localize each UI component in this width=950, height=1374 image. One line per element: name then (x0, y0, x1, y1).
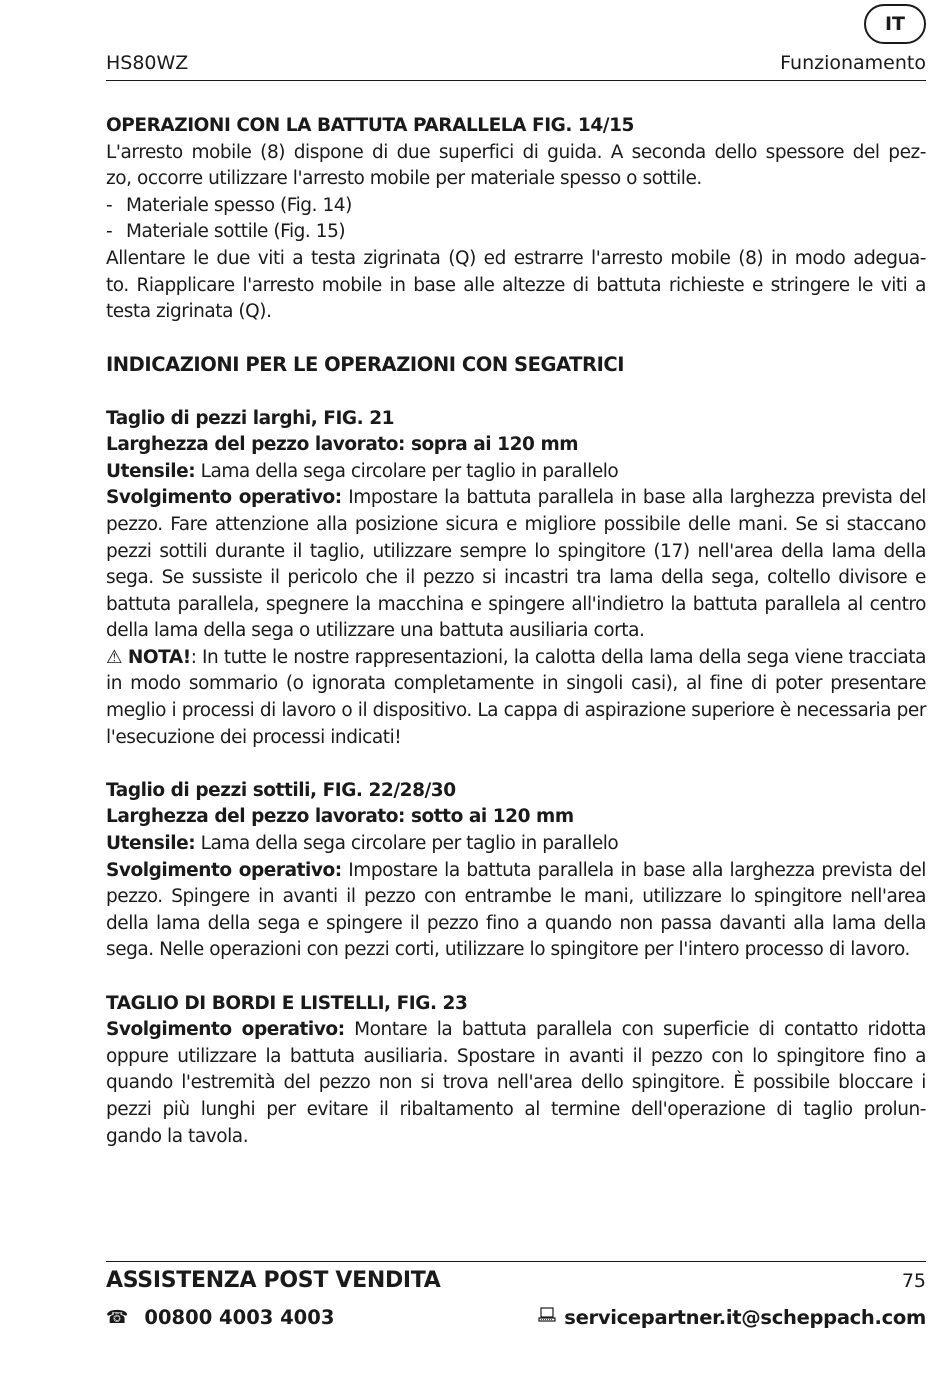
tool-line: Utensile: Lama della sega circolare per taglio in parallelo (106, 460, 619, 482)
model-name: HS80WZ (106, 52, 189, 74)
header-divider (106, 80, 926, 81)
paragraph-line: testa zigrinata (Q). (106, 301, 272, 323)
subsection-title: Taglio di pezzi larghi, FIG. 21 (106, 407, 395, 429)
list-item: - Materiale sottile (Fig. 15) (106, 219, 926, 246)
paragraph-line: Allentare le due viti a testa zigrinata (Q) ed estrarre l'arresto mobile (8) in modo adegua- (106, 247, 926, 269)
support-email (538, 1306, 926, 1329)
paragraph-line: zo, occorre utilizzare l'arresto mobile per materiale spesso o sottile. (106, 168, 702, 190)
email-address[interactable]: servicepartner.it@scheppach.com (564, 1306, 926, 1329)
procedure-paragraph: Svolgimento operativo: Montare la battuta parallela con superficie di contatto ridotta oppure utilizzare la battuta ausiliaria. Spostare in avanti il pezzo con lo spingitore fino a quando l'estremità del pezzo non si trova nell'area dello spingitore. È possibile bloccare i pezzi più lunghi per evitare il ribaltamento al termine dell'operazione di taglio prolun- (106, 1019, 926, 1120)
note-paragraph: ⚠ NOTA!: In tutte le nostre rappresentazioni, la calotta della lama della sega viene tracciata in modo sommario (o ignorata completamente in singoli casi), al fine di poter presentare meglio i processi di lavoro o il dispositivo. La cappa di aspirazione superiore è necessaria per l'esecuzione dei processi indicati! (106, 646, 926, 748)
list-item-text: Materiale sottile (Fig. 15) (126, 221, 346, 243)
paragraph-line: L'arresto mobile (8) dispone di due superfici di guida. A seconda dello spessore del pez- (106, 141, 926, 163)
section-heading-saw-instructions: INDICAZIONI PER LE OPERAZIONI CON SEGATRICI (106, 353, 625, 377)
subsection-subtitle: Larghezza del pezzo lavorato: sotto ai 120 mm (106, 806, 574, 828)
tool-line: Utensile: Lama della sega circolare per taglio in parallelo (106, 833, 619, 855)
language-badge (864, 4, 926, 44)
list-item-text: Materiale spesso (Fig. 14) (126, 194, 352, 216)
support-phone (106, 1306, 334, 1329)
phone-icon: ☎ (106, 1307, 129, 1328)
warning-icon: ⚠ (106, 646, 123, 668)
list-item: - Materiale spesso (Fig. 14) (106, 193, 926, 220)
computer-icon (538, 1307, 556, 1328)
procedure-paragraph: Svolgimento operativo: Impostare la battuta parallela in base alla larghezza prevista del pezzo. Fare attenzione alla posizione sicura e migliore possibile delle mani. Se si staccano pezzi sottili durante il taglio, utilizzare sempre lo spingitore (17) nell'area della lama della sega. Se sussiste il pericolo che il pezzo si incastri tra lama della sega, coltello divisore e battuta parallela, spegnere la macchina e spingere all'indietro la battuta parallela al centro della lama della sega o utilizzare una battuta ausiliaria corta. (106, 487, 926, 642)
section-heading-edge-cutting: TAGLIO DI BORDI E LISTELLI, FIG. 23 (106, 992, 468, 1014)
section-heading-parallel-fence: OPERAZIONI CON LA BATTUTA PARALLELA FIG. 14/15 (106, 115, 634, 136)
paragraph-line: to. Riapplicare l'arresto mobile in base alle altezze di battuta richieste e stringere le viti a (106, 274, 926, 296)
footer-divider (106, 1261, 926, 1262)
subsection-title: Taglio di pezzi sottili, FIG. 22/28/30 (106, 779, 456, 801)
procedure-paragraph: Svolgimento operativo: Impostare la battuta parallela in base alla larghezza prevista del pezzo. Spingere in avanti il pezzo con entrambe le mani, utilizzare lo spingitore nell'area della lama della sega e spingere il pezzo fino a quando non passa davanti alla lama della sega. Nelle operazioni con pezzi corti, utilizzare lo spingitore per l'intero processo di lavoro. (106, 859, 926, 961)
language-code: IT (884, 13, 906, 35)
page-number: 75 (901, 1270, 926, 1292)
footer-title: ASSISTENZA POST VENDITA (106, 1268, 441, 1293)
page-body (106, 113, 926, 1150)
phone-number: 00800 4003 4003 (144, 1306, 335, 1329)
section-name: Funzionamento (780, 52, 926, 74)
subsection-subtitle: Larghezza del pezzo lavorato: sopra ai 120 mm (106, 434, 579, 456)
paragraph-line: gando la tavola. (106, 1125, 249, 1147)
